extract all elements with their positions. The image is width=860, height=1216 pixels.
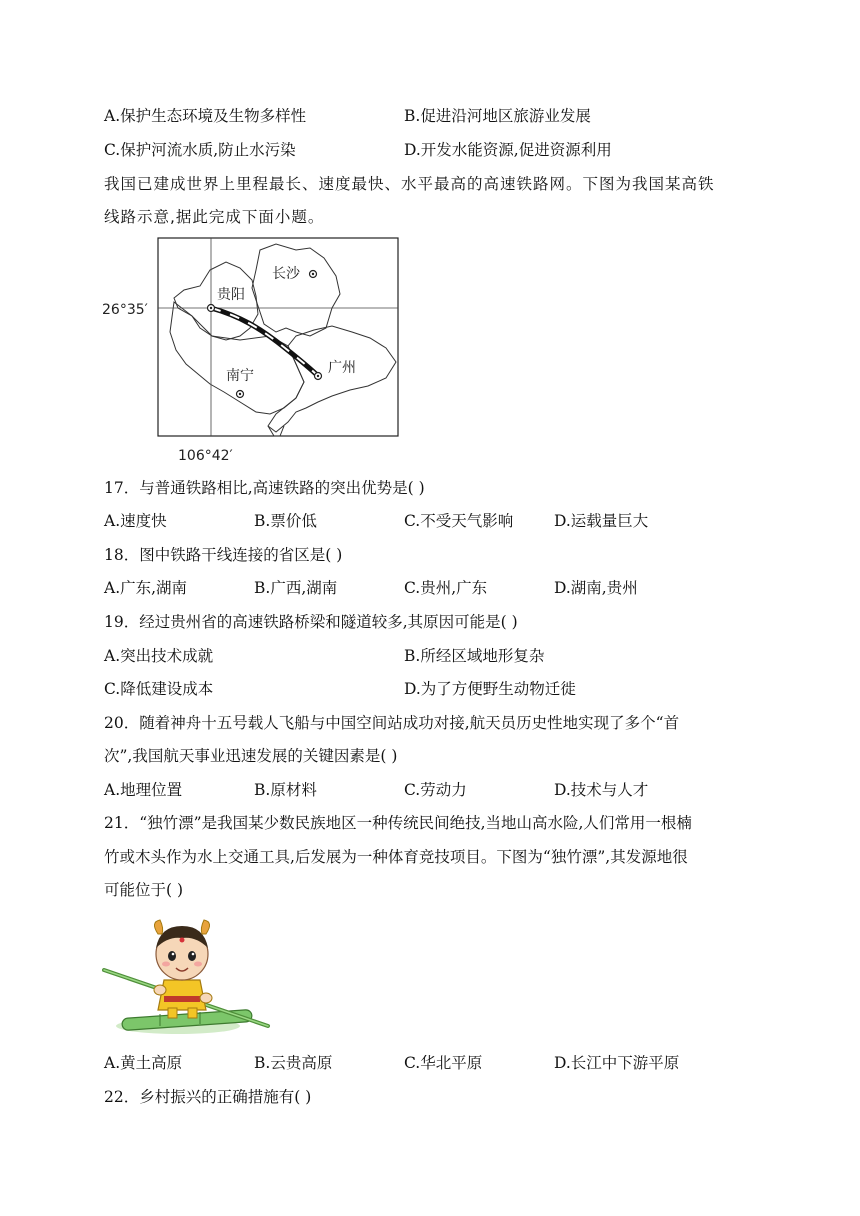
railway-map [100, 236, 410, 466]
q21-stem-line-3: 可能位于( ) [104, 881, 184, 899]
q19-option-a: A.突出技术成就 [104, 647, 214, 665]
q21-stem-line-1: 21．“独竹漂”是我国某少数民族地区一种传统民间绝技,当地山高水险,人们常用一根楠 [104, 814, 692, 832]
q19-option-c: C.降低建设成本 [104, 680, 214, 698]
q21-option-b: B.云贵高原 [254, 1054, 333, 1072]
q17-option-b: B.票价低 [254, 512, 317, 530]
q21-option-a: A.黄土高原 [104, 1054, 183, 1072]
q16-option-b: B.促进沿河地区旅游业发展 [404, 107, 591, 125]
q21-stem-line-2: 竹或木头作为水上交通工具,后发展为一种体育竞技项目。下图为“独竹漂”,其发源地很 [104, 848, 688, 866]
q22-stem: 22．乡村振兴的正确措施有( ) [104, 1088, 312, 1106]
railway-line-inner [211, 308, 318, 376]
changsha-label: 长沙 [272, 266, 300, 282]
q18-option-a: A.广东,湖南 [104, 579, 188, 597]
q20-option-d: D.技术与人才 [554, 781, 649, 799]
bamboo-rafting-cartoon [100, 918, 272, 1038]
q19-stem: 19．经过贵州省的高速铁路桥梁和隧道较多,其原因可能是( ) [104, 613, 518, 631]
q16-option-c: C.保护河流水质,防止水污染 [104, 141, 296, 159]
q20-stem-line-2: 次”,我国航天事业迅速发展的关键因素是( ) [104, 747, 398, 765]
guiyang-label: 贵阳 [217, 287, 245, 303]
q17-option-d: D.运载量巨大 [554, 512, 649, 530]
q20-option-c: C.劳动力 [404, 781, 467, 799]
longitude-label: 106°42′ [178, 448, 233, 464]
q18-option-b: B.广西,湖南 [254, 579, 338, 597]
q17-option-a: A.速度快 [104, 512, 167, 530]
q16-option-d: D.开发水能资源,促进资源利用 [404, 141, 612, 159]
intro-line-2: 线路示意,据此完成下面小题。 [104, 208, 325, 226]
q19-option-b: B.所经区域地形复杂 [404, 647, 545, 665]
q20-stem-line-1: 20．随着神舟十五号载人飞船与中国空间站成功对接,航天员历史性地实现了多个“首 [104, 714, 680, 732]
nanning-label: 南宁 [226, 368, 254, 384]
hunan-outline [252, 244, 340, 336]
q18-option-d: D.湖南,贵州 [554, 579, 638, 597]
intro-line-1: 我国已建成世界上里程最长、速度最快、水平最高的高速铁路网。下图为我国某高铁 [104, 175, 715, 193]
guangdong-outline [268, 326, 396, 432]
guangzhou-label: 广州 [328, 360, 356, 376]
q17-option-c: C.不受天气影响 [404, 512, 514, 530]
q18-stem: 18．图中铁路干线连接的省区是( ) [104, 546, 343, 564]
latitude-label: 26°35′ [102, 302, 148, 318]
q20-option-a: A.地理位置 [104, 781, 183, 799]
q21-option-d: D.长江中下游平原 [554, 1054, 680, 1072]
railway-line [211, 308, 318, 376]
q16-option-a: A.保护生态环境及生物多样性 [104, 107, 307, 125]
q19-option-d: D.为了方便野生动物迁徙 [404, 680, 576, 698]
q21-option-c: C.华北平原 [404, 1054, 483, 1072]
q17-stem: 17．与普通铁路相比,高速铁路的突出优势是( ) [104, 479, 425, 497]
guizhou-outline [174, 262, 258, 340]
q18-option-c: C.贵州,广东 [404, 579, 488, 597]
q20-option-b: B.原材料 [254, 781, 317, 799]
